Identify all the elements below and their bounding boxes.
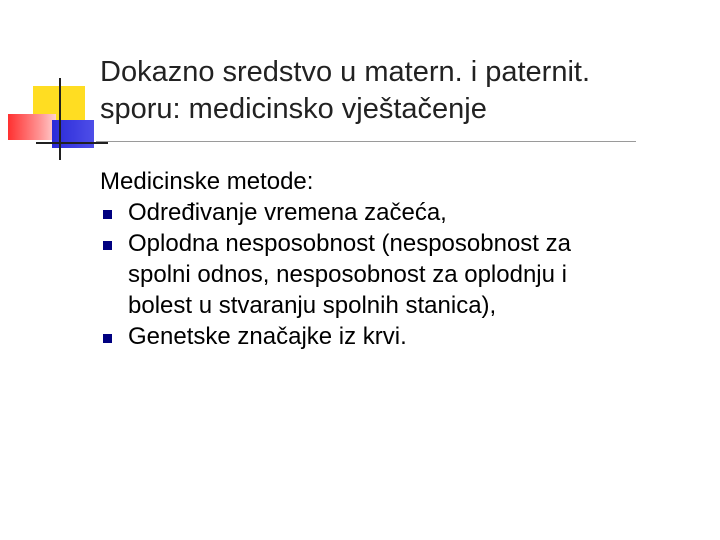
title-line-1: Dokazno sredstvo u matern. i paternit. xyxy=(100,56,591,88)
square-bullet-icon xyxy=(103,334,112,343)
horizontal-line-decoration xyxy=(36,142,108,144)
square-bullet-icon xyxy=(103,210,112,219)
decorative-logo xyxy=(0,0,100,170)
square-bullet-icon xyxy=(103,241,112,250)
red-gradient-decoration xyxy=(8,114,56,140)
title-line-2: sporu: medicinsko vještačenje xyxy=(100,93,487,125)
slide-body xyxy=(100,166,660,352)
bullet-text: bolest u stvaranju spolnih stanica), xyxy=(128,292,497,319)
bullet-list xyxy=(100,197,660,352)
list-item xyxy=(100,228,660,321)
vertical-line-decoration xyxy=(59,78,61,160)
bullet-text: spolni odnos, nesposobnost za oplodnju i xyxy=(128,261,567,288)
body-lead-text: Medicinske metode: xyxy=(100,168,314,195)
bullet-text: Određivanje vremena začeća, xyxy=(128,199,447,226)
bullet-text: Genetske značajke iz krvi. xyxy=(128,323,407,350)
list-item xyxy=(100,321,660,352)
title-divider xyxy=(96,141,636,142)
slide-title xyxy=(100,54,700,128)
bullet-text: Oplodna nesposobnost (nesposobnost za xyxy=(128,230,571,257)
list-item xyxy=(100,197,660,228)
